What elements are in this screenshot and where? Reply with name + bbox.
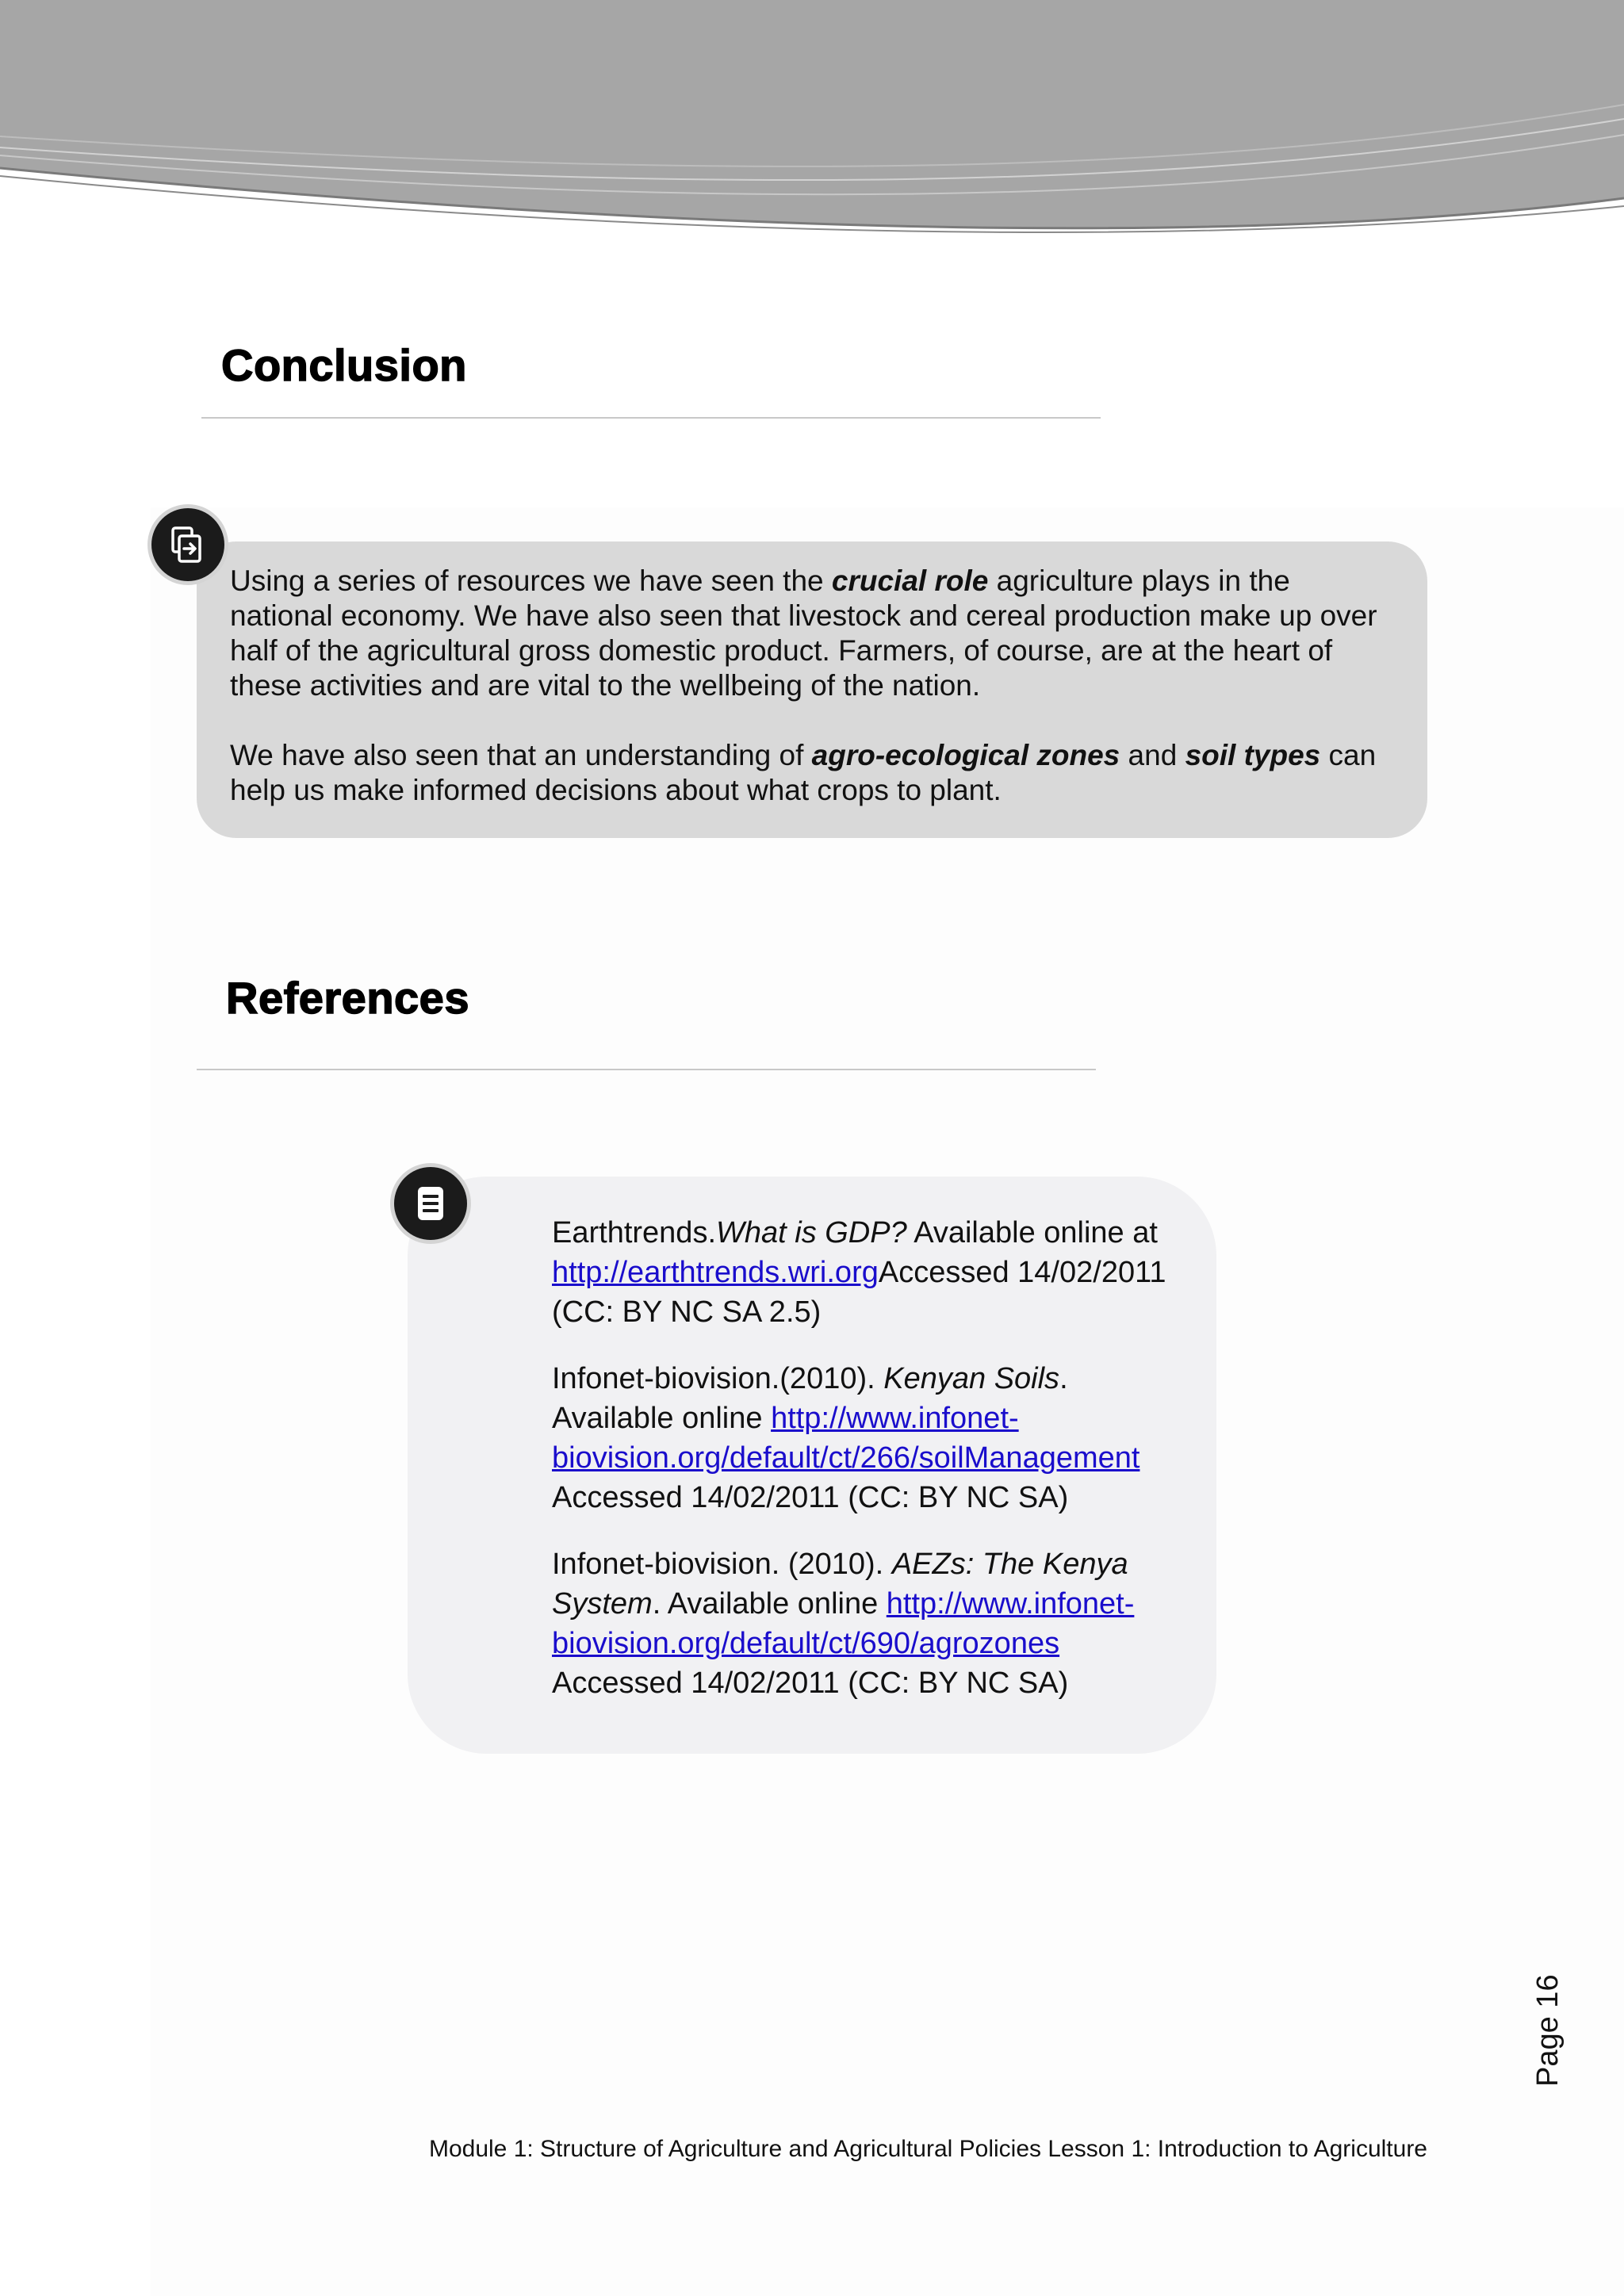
text: agriculture plays in the national economy. We have also seen that livestock and cereal production make up over half of the agricultural gross domestic product. Farmers, of course, are at the heart of these activities and are vital to the wellbeing of the nation. <box>230 564 1377 702</box>
reference-author: Infonet-biovision. (2010). <box>552 1548 892 1581</box>
conclusion-box <box>197 541 1427 838</box>
text: Using a series of resources we have seen the <box>230 564 832 597</box>
reference-item <box>552 1359 1185 1517</box>
emphasis-agro-ecological-zones: agro-ecological zones <box>811 739 1120 771</box>
text: can help us make informed decisions about what crops to plant. <box>230 739 1377 806</box>
reference-title: Kenyan Soils <box>883 1362 1060 1395</box>
emphasis-crucial-role: crucial role <box>831 564 989 597</box>
conclusion-heading: Conclusion <box>221 340 467 390</box>
text: Accessed 14/02/2011 (CC: BY NC SA 2.5) <box>552 1256 1166 1329</box>
document-list-icon <box>394 1167 467 1240</box>
conclusion-paragraph-1 <box>230 564 1394 703</box>
reference-item <box>552 1213 1185 1332</box>
reference-link[interactable]: http://www.infonet-biovision.org/default/ct/690/agrozones <box>552 1587 1135 1660</box>
text: We have also seen that an understanding of <box>230 739 812 771</box>
text: Available online at <box>906 1216 1158 1249</box>
reference-author: Infonet-biovision.(2010). <box>552 1362 884 1395</box>
conclusion-paragraph-2 <box>230 738 1394 808</box>
reference-item <box>552 1544 1185 1703</box>
references-divider <box>197 1069 1096 1070</box>
text: Accessed 14/02/2011 (CC: BY NC SA) <box>552 1481 1069 1514</box>
text: and <box>1120 739 1185 771</box>
reference-title: AEZs: The Kenya System <box>552 1548 1128 1621</box>
page-number: Page 16 <box>1531 1974 1565 2087</box>
text: Accessed 14/02/2011 (CC: BY NC SA) <box>552 1667 1069 1700</box>
header-banner <box>0 0 1624 254</box>
reference-author: Earthtrends. <box>552 1216 716 1249</box>
emphasis-soil-types: soil types <box>1185 739 1321 771</box>
reference-link[interactable]: http://earthtrends.wri.org <box>552 1256 879 1289</box>
text: . Available online <box>652 1587 887 1621</box>
conclusion-divider <box>201 417 1101 419</box>
reference-title: What is GDP? <box>716 1216 907 1249</box>
references-heading: References <box>226 973 469 1023</box>
reference-link[interactable]: http://www.infonet-biovision.org/default/ct/266/soilManagement <box>552 1402 1140 1475</box>
export-icon <box>151 508 224 581</box>
references-box <box>408 1177 1216 1754</box>
footer-module-title: Module 1: Structure of Agriculture and Agricultural Policies Lesson 1: Introduction to Agriculture <box>428 2136 1427 2162</box>
text: . Available online <box>552 1362 1068 1435</box>
